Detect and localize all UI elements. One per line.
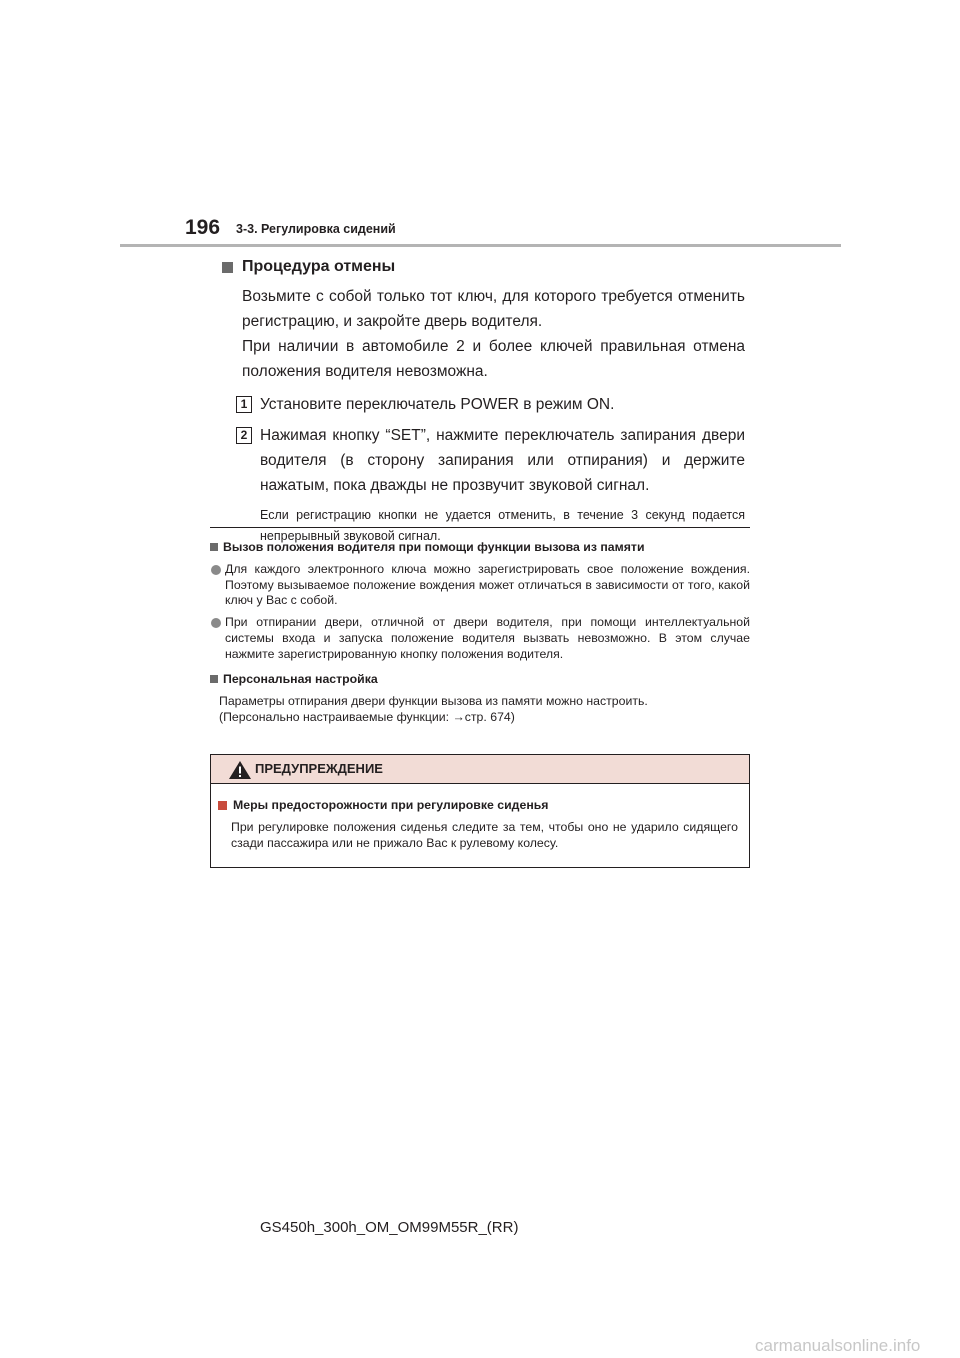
warning-heading-text: Меры предосторожности при регулировке сиденья <box>233 798 549 812</box>
custom-text-line: Параметры отпирания двери функции вызова из памяти можно настроить. <box>219 694 648 709</box>
header-rule <box>120 244 841 247</box>
recall-heading-text: Вызов положения водителя при помощи функции вызова из памяти <box>223 540 645 554</box>
step-1 <box>222 392 745 417</box>
custom-text <box>210 694 750 725</box>
square-bullet-icon <box>222 262 233 273</box>
warning-heading <box>218 798 749 812</box>
section-divider <box>210 527 750 528</box>
round-bullet-icon <box>211 618 221 628</box>
recall-heading <box>210 538 750 556</box>
page-number: 196 <box>185 216 221 239</box>
step-text: Нажимая кнопку “SET”, нажмите переключатель запирания двери водителя (в сторону запирания или отпирания) и держите нажатым, пока дважды не прозвучит звуковой сигнал. <box>260 427 745 494</box>
procedure-heading <box>222 256 752 278</box>
square-bullet-icon <box>218 801 227 810</box>
list-item <box>210 562 750 609</box>
watermark: carmanualsonline.info <box>755 1336 921 1355</box>
list-item <box>210 615 750 662</box>
procedure-paragraph: Возьмите с собой только тот ключ, для которого требуется отменить регистрацию, и закройте дверь водителя. <box>242 288 745 330</box>
warning-box <box>210 754 750 868</box>
list-item-text: При отпирании двери, отличной от двери водителя, при помощи интеллектуальной системы входа и запуска положение водителя вызвать невозможно. В этом случае нажмите зарегистрированную кнопку положения водителя. <box>225 615 750 661</box>
warning-triangle-icon <box>228 760 252 780</box>
notes-section <box>210 538 750 726</box>
step-note: Если регистрацию кнопки не удается отменить, в течение 3 секунд подается непрерывный звуковой сигнал. <box>260 508 745 543</box>
section-title: 3-3. Регулировка сидений <box>236 222 396 236</box>
list-item-text: Для каждого электронного ключа можно зарегистрировать свое положение вождения. Поэтому вызываемое положение вождения может отличаться в зависимости от того, какой ключ у Вас с собой. <box>225 562 750 608</box>
doc-code: GS450h_300h_OM_OM99M55R_(RR) <box>260 1219 519 1236</box>
procedure-paragraph: При наличии в автомобиле 2 и более ключей правильная отмена положения водителя невозможна. <box>242 338 745 380</box>
procedure-title: Процедура отмены <box>242 258 396 275</box>
step-number-badge: 2 <box>236 427 252 444</box>
round-bullet-icon <box>211 565 221 575</box>
custom-text-line: (Персонально настраиваемые функции: →стр. 674) <box>219 709 515 724</box>
step-2 <box>222 423 745 498</box>
warning-text: При регулировке положения сиденья следите за тем, чтобы оно не ударило сидящего сзади пассажира или не прижало Вас к рулевому колесу. <box>231 820 738 850</box>
step-text: Установите переключатель POWER в режим ON. <box>260 396 615 413</box>
page-header <box>0 0 960 250</box>
warning-header <box>211 755 749 784</box>
custom-heading <box>210 670 750 688</box>
square-bullet-icon <box>210 543 218 551</box>
warning-title: ПРЕДУПРЕЖДЕНИЕ <box>255 761 383 776</box>
step-number-badge: 1 <box>236 396 252 413</box>
procedure-section <box>222 252 752 547</box>
square-bullet-icon <box>210 675 218 683</box>
custom-heading-text: Персональная настройка <box>223 672 378 687</box>
